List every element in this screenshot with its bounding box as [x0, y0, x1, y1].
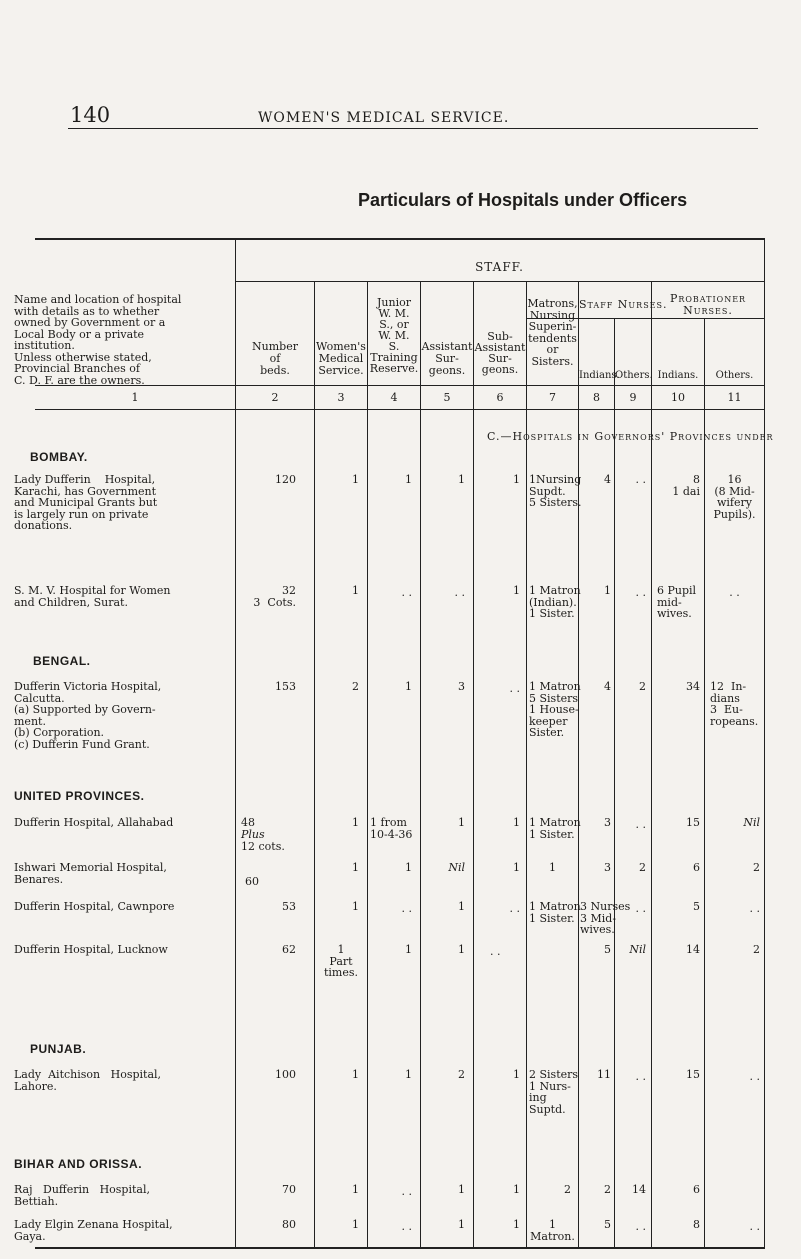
col-divider [235, 238, 236, 1248]
col-number: 4 [390, 391, 398, 404]
prob-indians-value: 6 [693, 861, 700, 874]
matrons-value: 2 Sisters 1 Nurs- ing Suptd. [529, 1068, 579, 1116]
junior-value: 1 [405, 943, 412, 956]
staff-indians-value: 2 [604, 1183, 611, 1196]
col-number: 9 [629, 391, 637, 404]
junior-value: 1 [405, 861, 412, 874]
beds-header: Number of beds. [252, 340, 298, 377]
staff-indians-value: 4 [604, 680, 611, 693]
col-number: 2 [271, 391, 279, 404]
hospital-name: Dufferin Hospital, Cawnpore [14, 900, 175, 913]
staff-indians-value: 3 [604, 861, 611, 874]
subasst-value: . . [509, 682, 520, 695]
hospital-name: Lady Aitchison Hospital, Lahore. [14, 1068, 162, 1093]
staff-others-header: Others. [615, 370, 653, 381]
junior-value: . . [401, 586, 412, 599]
wms-value: 1 [352, 1218, 359, 1231]
col-divider [314, 385, 315, 1247]
subasst-value: 1 [513, 861, 520, 874]
page-title: Particulars of Hospitals under Officers [358, 190, 688, 210]
section-bihar-orissa: BIHAR AND ORISSA. [14, 1157, 143, 1171]
col-divider [473, 385, 474, 1247]
beds-value: 80 [282, 1218, 296, 1231]
section-punjab: PUNJAB. [30, 1042, 87, 1056]
hospital-name: Dufferin Hospital, Lucknow [14, 943, 168, 956]
junior-header: Junior W. M. S., or W. M. S. Training Reserve. [369, 296, 419, 375]
col-divider [367, 385, 368, 1247]
wms-value: 1 [352, 861, 359, 874]
prob-indians-value: 6 Pupil mid- wives. [657, 584, 697, 620]
prob-indians-value: 34 [686, 680, 700, 693]
staff-indians-value: 11 [597, 1068, 611, 1081]
beds-value: 60 [245, 875, 259, 888]
beds-value: 48 [241, 816, 255, 829]
subasst-value: . . [490, 945, 501, 958]
name-column-header: Name and location of hospital with details as to whether owned by Government or a Local Body or a private institution. Unless otherwise stated, Provincial Branches of C. D. F. are the owners. [14, 293, 182, 387]
table-right-border [764, 238, 765, 1248]
col-divider [526, 385, 527, 1247]
wms-value: 1 [352, 584, 359, 597]
subasst-value: 1 [513, 1218, 520, 1231]
staff-indians-value: 5 [604, 943, 611, 956]
junior-value: 1 [405, 473, 412, 486]
prob-others-value: . . [749, 902, 760, 915]
matrons-value: 1 Matron 5 Sisters 1 House- keeper Sister. [529, 680, 581, 739]
prob-indians-value: 15 [686, 816, 700, 829]
hospital-name: Lady Elgin Zenana Hospital, Gaya. [14, 1218, 173, 1243]
staff-indians-value: 1 [604, 584, 611, 597]
staff-indians-value: 3 Nurses 3 Mid- wives. [580, 900, 631, 936]
col-number: 10 [671, 391, 685, 404]
hospital-name: Ishwari Memorial Hospital, Benares. [14, 861, 167, 886]
table-bottom-rule [35, 1247, 765, 1249]
staff-others-value: . . [635, 586, 646, 599]
matrons-value: 1 Matron. [530, 1218, 575, 1243]
junior-value: 1 [405, 680, 412, 693]
prob-indians-value: 5 [693, 900, 700, 913]
col-number: 5 [443, 391, 451, 404]
col-divider [651, 385, 652, 1247]
subasst-value: 1 [513, 1183, 520, 1196]
subasst-value: . . [509, 902, 520, 915]
wms-value: 1 Part times. [323, 943, 359, 979]
section-bombay: BOMBAY. [30, 450, 88, 464]
prob-indians-value: 14 [686, 943, 700, 956]
hospital-name: Dufferin Victoria Hospital, Calcutta. (a) Supported by Govern- ment. (b) Corporation. (c) Dufferin Fund Grant. [14, 680, 162, 751]
beds-cots: 12 cots. [241, 840, 285, 853]
section-c-heading: C.—Hospitals in Governors' Provinces under [487, 430, 774, 443]
col-number: 6 [496, 391, 504, 404]
staff-others-value: . . [635, 902, 646, 915]
beds-value: 120 [275, 473, 296, 486]
prob-indians-value: 8 1 dai [672, 473, 700, 498]
wms-value: 1 [352, 900, 359, 913]
prob-indians-value: 15 [686, 1068, 700, 1081]
hospital-name: Dufferin Hospital, Allahabad [14, 816, 174, 829]
matrons-value: 1 [549, 861, 556, 874]
head-rule [68, 128, 758, 129]
matrons-header: Matrons, Nursing Superin- tendents or Sisters. [527, 297, 578, 368]
prob-others-value: . . [729, 586, 740, 599]
prob-others-value: . . [749, 1070, 760, 1083]
beds-plus: Plus [241, 828, 265, 841]
asst-value: 1 [458, 900, 465, 913]
staff-indians-value: 3 [604, 816, 611, 829]
staff-label: STAFF. [475, 260, 524, 274]
col-number: 7 [549, 391, 556, 404]
section-bengal: BENGAL. [33, 654, 91, 668]
beds-value: 32 3 Cots. [253, 584, 296, 609]
subasst-value: 1 [513, 1068, 520, 1081]
asst-value: 1 [458, 473, 465, 486]
junior-value: 1 from 10-4-36 [370, 816, 413, 841]
wms-value: 1 [352, 816, 359, 829]
probationer-nurses-header: Probationer Nurses. [669, 292, 747, 317]
wms-value: 2 [352, 680, 359, 693]
prob-indians-value: 8 [693, 1218, 700, 1231]
staff-others-value: . . [635, 1070, 646, 1083]
table-top-rule [35, 238, 765, 240]
prob-others-value: 2 [753, 943, 760, 956]
staff-others-value: 14 [632, 1183, 646, 1196]
beds-value: 62 [282, 943, 296, 956]
hospital-name: S. M. V. Hospital for Women and Children, Surat. [14, 584, 171, 609]
sub-assistant-header: Sub- Assistant Sur- geons. [474, 330, 526, 376]
running-head: WOMEN'S MEDICAL SERVICE. [258, 110, 510, 126]
subasst-value: 1 [513, 473, 520, 486]
col-number: 8 [593, 391, 600, 404]
hospital-name: Lady Dufferin Hospital, Karachi, has Government and Municipal Grants but is largely run on private donations. [14, 473, 158, 532]
subasst-value: 1 [513, 816, 520, 829]
prob-others-value: 12 In- dians 3 Eu- ropeans. [710, 680, 759, 728]
asst-value: Nil [448, 861, 465, 874]
staff-others-value: 2 [639, 680, 646, 693]
prob-others-value: 16 (8 Mid- wifery Pupils). [713, 473, 756, 521]
staff-others-value: 2 [639, 861, 646, 874]
col-number-rule [35, 409, 765, 410]
prob-others-value: Nil [743, 816, 760, 829]
matrons-value: 1Nursing Supdt. 5 Sisters. [529, 473, 582, 509]
wms-header: Women's Medical Service. [316, 340, 366, 377]
junior-value: 1 [405, 1068, 412, 1081]
asst-value: 1 [458, 1218, 465, 1231]
junior-value: . . [401, 902, 412, 915]
staff-others-value: . . [635, 1220, 646, 1233]
matrons-value: 1 Matron (Indian). 1 Sister. [529, 584, 581, 620]
asst-value: 1 [458, 816, 465, 829]
beds-value: 70 [282, 1183, 296, 1196]
staff-indians-value: 4 [604, 473, 611, 486]
junior-value: . . [401, 1220, 412, 1233]
matrons-value: 1 Matron 1 Sister. [529, 816, 581, 841]
staff-others-value: . . [635, 818, 646, 831]
beds-value: 153 [275, 680, 296, 693]
beds-value: 53 [282, 900, 296, 913]
prob-others-value: . . [749, 1220, 760, 1233]
matrons-value: 2 [564, 1183, 571, 1196]
asst-value: 1 [458, 943, 465, 956]
subasst-value: 1 [513, 584, 520, 597]
matrons-value: 1 Matron 1 Sister. [529, 900, 581, 925]
page-number: 140 [70, 103, 111, 127]
asst-value: 1 [458, 1183, 465, 1196]
section-united-provinces: UNITED PROVINCES. [14, 789, 145, 803]
asst-value: 2 [458, 1068, 465, 1081]
beds-value: 100 [275, 1068, 296, 1081]
wms-value: 1 [352, 1183, 359, 1196]
staff-others-value: Nil [629, 943, 646, 956]
hospital-name: Raj Dufferin Hospital, Bettiah. [14, 1183, 150, 1208]
prob-indians-value: 6 [693, 1183, 700, 1196]
wms-value: 1 [352, 1068, 359, 1081]
junior-value: . . [401, 1185, 412, 1198]
prob-indians-header: Indians. [657, 370, 699, 381]
prob-others-header: Others. [715, 370, 754, 381]
wms-value: 1 [352, 473, 359, 486]
col-divider [614, 385, 615, 1247]
staff-others-value: . . [635, 473, 646, 486]
staff-nurses-header: Staff Nurses. [579, 298, 668, 311]
col-number: 11 [727, 391, 742, 404]
assistant-surgeons-header: Assistant Sur- geons. [421, 340, 473, 377]
col-number: 3 [337, 391, 345, 404]
prob-others-value: 2 [753, 861, 760, 874]
col-divider [420, 385, 421, 1247]
staff-indians-value: 5 [604, 1218, 611, 1231]
asst-value: . . [454, 586, 465, 599]
col-number: 1 [131, 391, 139, 404]
asst-value: 3 [458, 680, 465, 693]
staff-indians-header: Indians. [579, 370, 620, 381]
